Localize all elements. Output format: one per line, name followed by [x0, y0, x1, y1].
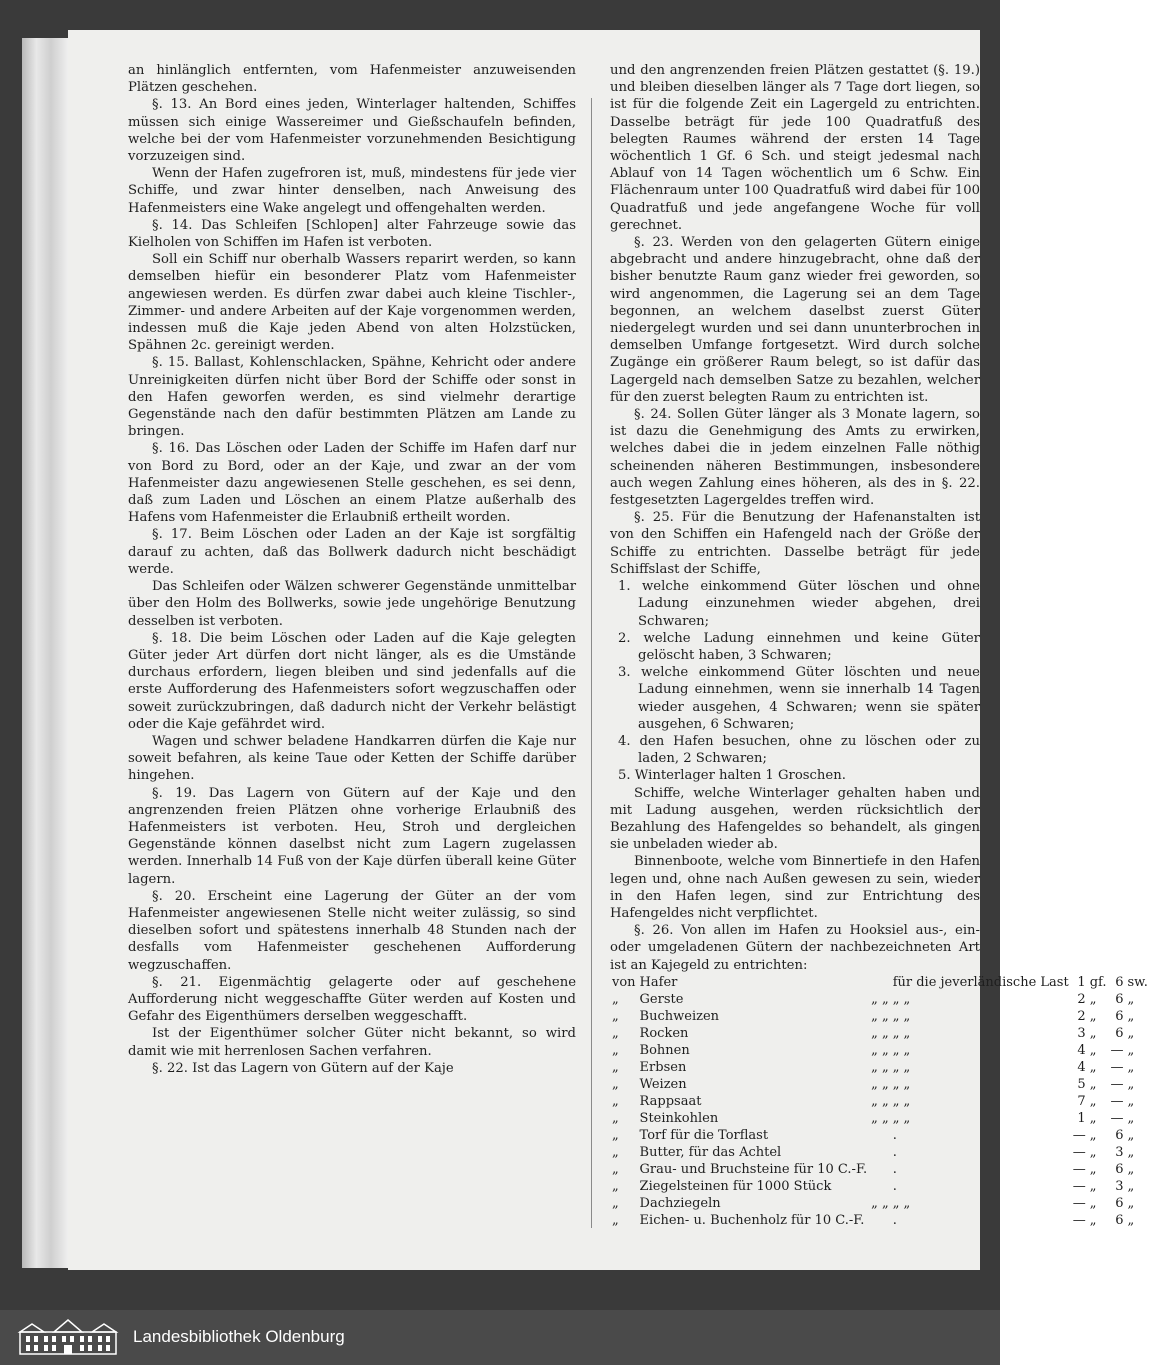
- table-row: [610, 1161, 1150, 1178]
- schwaren-value: —: [1110, 1059, 1124, 1075]
- row-prefix: „: [612, 1025, 619, 1041]
- table-row: [610, 1042, 1150, 1059]
- ditto-mark: [869, 974, 891, 991]
- groschen-value: —: [1072, 1212, 1086, 1228]
- row-prefix: von: [612, 974, 636, 990]
- quay-fee-table: [610, 974, 1150, 1229]
- ditto-mark: [869, 1127, 891, 1144]
- ditto-mark: „ „: [871, 991, 889, 1007]
- row-prefix: „: [612, 1195, 619, 1211]
- groschen-unit: gf.: [1089, 974, 1107, 990]
- unit: „ „: [892, 991, 911, 1007]
- paragraph-s14: §. 14. Das Schleifen [Schlopen] alter Fahrzeuge sowie das Kielholen von Schiffen im Hafen ist verboten.: [128, 217, 576, 251]
- goods-name: Buchweizen: [639, 1008, 720, 1024]
- table-row: [610, 1178, 1150, 1195]
- schwaren-unit: „: [1127, 1178, 1135, 1194]
- goods-name: Torf für die Torflast: [639, 1127, 769, 1143]
- goods-name: Rappsaat: [639, 1093, 702, 1109]
- table-row: [610, 1110, 1150, 1127]
- list-item: 5. Winterlager halten 1 Groschen.: [618, 768, 846, 784]
- groschen-unit: „: [1089, 1212, 1097, 1228]
- unit: „ „: [892, 1008, 911, 1024]
- ditto-mark: [869, 1212, 891, 1229]
- ditto-mark: „ „: [871, 1076, 889, 1092]
- row-prefix: „: [612, 1144, 619, 1160]
- list-item: 3. welche einkommend Güter löschten und neue Ladung einnehmen, wenn sie innerhalb 14 Tagen wieder ausgehen, 4 Schwaren; wenn sie später ausgehen, 6 Schwaren;: [618, 665, 980, 732]
- paragraph: Soll ein Schiff nur oberhalb Wassers reparirt werden, so kann demselben hiefür ein besonderer Platz vom Hafenmeister angewiesen werden. Es dürfen zwar dabei auch kleine Tischler-, Zimmer- und andere Arbeiten auf der Kaje vorgenommen werden, indessen muß die Kaje jeden Abend von alten Holzstücken, Spähnen 2c. gereinigt werden.: [128, 252, 576, 354]
- groschen-unit: „: [1089, 1144, 1097, 1160]
- paragraph: Das Schleifen oder Wälzen schwerer Gegenstände unmittelbar über den Holm des Bollwerks, sowie jede ungehörige Benutzung desselben ist verboten.: [128, 579, 576, 629]
- unit: „ „: [892, 1110, 911, 1126]
- groschen-unit: „: [1089, 991, 1097, 1007]
- schwaren-unit: „: [1127, 1076, 1135, 1092]
- unit: „ „: [892, 1093, 911, 1109]
- groschen-value: 4: [1077, 1059, 1086, 1075]
- library-name: Landesbibliothek Oldenburg: [133, 1327, 345, 1346]
- schwaren-unit: „: [1127, 1093, 1135, 1109]
- goods-name: Butter, für das Achtel: [639, 1144, 782, 1160]
- row-prefix: „: [612, 1042, 619, 1058]
- groschen-unit: „: [1089, 1076, 1097, 1092]
- ditto-mark: „ „: [871, 1093, 889, 1109]
- schwaren-value: 6: [1115, 1161, 1124, 1177]
- paragraph: Ist der Eigenthümer solcher Güter nicht bekannt, so wird damit wie mit herrenlosen Sachen verfahren.: [128, 1026, 576, 1059]
- row-prefix: „: [612, 1178, 619, 1194]
- groschen-unit: „: [1089, 1042, 1097, 1058]
- groschen-value: 4: [1077, 1042, 1086, 1058]
- row-prefix: „: [612, 1110, 619, 1126]
- table-row: [610, 991, 1150, 1008]
- schwaren-value: 3: [1115, 1144, 1124, 1160]
- row-prefix: „: [612, 1076, 619, 1092]
- table-row: [610, 1212, 1150, 1229]
- goods-name: Bohnen: [639, 1042, 690, 1058]
- ditto-mark: „ „: [871, 1195, 889, 1211]
- schwaren-unit: „: [1127, 1008, 1135, 1024]
- goods-name: Ziegelsteinen für 1000 Stück: [639, 1178, 832, 1194]
- goods-name: Erbsen: [639, 1059, 687, 1075]
- groschen-unit: „: [1089, 1178, 1097, 1194]
- harbour-fee-list: [610, 578, 980, 784]
- unit: „ „: [892, 1195, 911, 1211]
- paragraph-s24: §. 24. Sollen Güter länger als 3 Monate lagern, so ist dazu die Genehmigung des Amts zu erwirken, welches dabei die in jedem einzelnen Falle nöthig scheinenden näheren Bestimmungen, insbesondere auch wegen Zahlung eines höheren, als des in §. 22. festgesetzten Lagergeldes treffen wird.: [610, 407, 980, 509]
- schwaren-value: 6: [1115, 991, 1124, 1007]
- row-prefix: „: [612, 1212, 619, 1228]
- row-prefix: „: [612, 1008, 619, 1024]
- table-row: [610, 1127, 1150, 1144]
- paragraph-s18: §. 18. Die beim Löschen oder Laden auf die Kaje gelegten Güter jeder Art dürfen dort nicht länger, als es die Umstände durchaus erfordern, liegen bleiben und sind jedenfalls auf die erste Aufforderung des Hafenmeisters sofort wegzuschaffen oder soweit zurückzubringen, daß dadurch nicht der Verkehr belästigt oder die Kaje gefährdet wird.: [128, 630, 576, 732]
- unit: .: [892, 1127, 897, 1143]
- table-row: [610, 1076, 1150, 1093]
- right-column: [610, 62, 1148, 1229]
- ditto-mark: [869, 1178, 891, 1195]
- groschen-unit: „: [1089, 1110, 1097, 1126]
- paragraph-s19: §. 19. Das Lagern von Gütern auf der Kaje und den angrenzenden freien Plätzen ohne vorherige Erlaubniß des Hafenmeisters ist verboten. Heu, Stroh und dergleichen Gegenstände können daselbst nicht zum Lagern zugelassen werden. Innerhalb 14 Fuß von der Kaje dürfen überall keine Güter lagern.: [128, 785, 576, 887]
- groschen-unit: „: [1089, 1195, 1097, 1211]
- goods-name: Eichen- u. Buchenholz für 10 C.-F.: [639, 1212, 865, 1228]
- paragraph-s13: §. 13. An Bord eines jeden, Winterlager haltenden, Schiffes müssen sich einige Wassereimer und Gießschaufeln befinden, welche bei der vom Hafenmeister vorzunehmenden Besichtigung vorzuzeigen sind.: [128, 97, 576, 165]
- unit: „ „: [892, 1076, 911, 1092]
- ditto-mark: „ „: [871, 1008, 889, 1024]
- library-building-icon: [18, 1318, 118, 1356]
- goods-name: Steinkohlen: [639, 1110, 719, 1126]
- unit: „ „: [892, 1059, 911, 1075]
- book-page-edges: [22, 38, 70, 1268]
- paragraph-s22: §. 22. Ist das Lagern von Gütern auf der Kaje: [152, 1060, 454, 1076]
- schwaren-value: —: [1110, 1076, 1124, 1092]
- paragraph-s20: §. 20. Erscheint eine Lagerung der Güter an der vom Hafenmeister angewiesenen Stelle nicht weiter zulässig, so sind dieselben sofort und spätestens innerhalb 48 Stunden nach der desfalls vom Hafenmeister geschehenen Aufforderung wegzuschaffen.: [128, 888, 576, 973]
- row-prefix: „: [612, 1093, 619, 1109]
- schwaren-value: 6: [1115, 1008, 1124, 1024]
- groschen-value: 7: [1077, 1093, 1086, 1109]
- schwaren-value: 6: [1115, 974, 1124, 990]
- schwaren-unit: „: [1127, 1161, 1135, 1177]
- paragraph: Wenn der Hafen zugefroren ist, muß, mindestens für jede vier Schiffe, und zwar hinter denselben, nach Anweisung des Hafenmeisters eine Wake angelegt und offengehalten werden.: [128, 166, 576, 216]
- table-row: [610, 1093, 1150, 1110]
- library-footer: [0, 1310, 1000, 1365]
- schwaren-unit: „: [1127, 1212, 1135, 1228]
- table-row: [610, 974, 1150, 991]
- schwaren-value: 6: [1115, 1195, 1124, 1211]
- unit: .: [892, 1161, 897, 1177]
- unit: „ „: [892, 1042, 911, 1058]
- table-row: [610, 1025, 1150, 1042]
- unit: .: [892, 1144, 897, 1160]
- ditto-mark: „ „: [871, 1110, 889, 1126]
- goods-name: Dachziegeln: [639, 1195, 721, 1211]
- table-row: [610, 1144, 1150, 1161]
- paragraph: Schiffe, welche Winterlager gehalten haben und mit Ladung ausgehen, werden rücksichtlich der Bezahlung des Hafengeldes so behandelt, als gingen sie unbeladen wieder ab.: [610, 785, 980, 853]
- groschen-value: —: [1072, 1127, 1086, 1143]
- schwaren-unit: „: [1127, 1144, 1135, 1160]
- left-column: [128, 62, 576, 1077]
- schwaren-value: 3: [1115, 1178, 1124, 1194]
- table-row: [610, 1059, 1150, 1076]
- row-prefix: „: [612, 1161, 619, 1177]
- unit: .: [892, 1212, 897, 1228]
- groschen-value: —: [1072, 1144, 1086, 1160]
- paragraph: Binnenboote, welche vom Binnertiefe in den Hafen legen und, ohne nach Außen gewesen zu sein, wieder in den Hafen legen, sind zur Entrichtung des Hafengeldes nicht verpflichtet.: [610, 854, 980, 921]
- schwaren-value: 6: [1115, 1127, 1124, 1143]
- schwaren-unit: „: [1127, 1127, 1135, 1143]
- groschen-value: 5: [1077, 1076, 1086, 1092]
- groschen-value: —: [1072, 1178, 1086, 1194]
- goods-name: Gerste: [639, 991, 684, 1007]
- schwaren-unit: „: [1127, 1059, 1135, 1075]
- groschen-unit: „: [1089, 1059, 1097, 1075]
- paragraph: und den angrenzenden freien Plätzen gestattet (§. 19.) und bleiben dieselben länger als 7 Tage dort liegen, so ist für die folgende Zeit ein Lagergeld zu entrichten. Dasselbe beträgt für jede 100 Quadratfuß des belegten Raumes während der ersten 14 Tage wöchentlich 1 Gf. 6 Sch. und steigt jedesmal nach Ablauf von 14 Tagen wöchentlich um 6 Schw. Ein Flächenraum unter 100 Quadratfuß wird dabei für 100 Quadratfuß und jede angefangene Woche für voll gerechnet.: [610, 63, 980, 233]
- groschen-value: 2: [1077, 1008, 1086, 1024]
- groschen-value: 1: [1077, 974, 1086, 990]
- column-divider: [591, 98, 592, 1228]
- unit: .: [892, 1178, 897, 1194]
- paragraph: an hinlänglich entfernten, vom Hafenmeister anzuweisenden Plätzen geschehen.: [128, 63, 576, 96]
- schwaren-value: 6: [1115, 1025, 1124, 1041]
- schwaren-unit: „: [1127, 1025, 1135, 1041]
- groschen-unit: „: [1089, 1127, 1097, 1143]
- row-prefix: „: [612, 991, 619, 1007]
- paragraph-s23: §. 23. Werden von den gelagerten Gütern einige abgebracht und andere hinzugebracht, ohne daß der bisher benutzte Raum ganz wieder frei geworden, so wird angenommen, die Lagerung sei an dem Tage begonnen, an welchem daselbst zuerst Güter niedergelegt wurden und sei dann ununterbrochen in demselben Umfange fortgesetzt. Wird durch solche Zugänge ein größerer Raum belegt, so ist dafür das Lagergeld nach demselben Satze zu bezahlen, welcher für den zuerst belegten Raum zu entrichten ist.: [610, 235, 980, 405]
- goods-name: Rocken: [639, 1025, 689, 1041]
- unit: „ „: [892, 1025, 911, 1041]
- list-item: 2. welche Ladung einnehmen und keine Güter gelöscht haben, 3 Schwaren;: [618, 630, 980, 663]
- paragraph-s25: §. 25. Für die Benutzung der Hafenanstalten ist von den Schiffen ein Hafengeld nach der Größe der Schiffe zu entrichten. Dasselbe beträgt für jede Schiffslast der Schiffe,: [610, 510, 980, 577]
- groschen-unit: „: [1089, 1025, 1097, 1041]
- groschen-unit: „: [1089, 1008, 1097, 1024]
- table-row: [610, 1195, 1150, 1212]
- schwaren-value: 6: [1115, 1212, 1124, 1228]
- schwaren-unit: sw.: [1127, 974, 1148, 990]
- groschen-unit: „: [1089, 1161, 1097, 1177]
- schwaren-unit: „: [1127, 991, 1135, 1007]
- schwaren-unit: „: [1127, 1042, 1135, 1058]
- ditto-mark: [869, 1144, 891, 1161]
- groschen-value: 2: [1077, 991, 1086, 1007]
- ditto-mark: „ „: [871, 1059, 889, 1075]
- groschen-value: —: [1072, 1161, 1086, 1177]
- table-row: [610, 1008, 1150, 1025]
- schwaren-value: —: [1110, 1093, 1124, 1109]
- paragraph-s16: §. 16. Das Löschen oder Laden der Schiffe im Hafen darf nur von Bord zu Bord, oder an der Kaje, und zwar an der vom Hafenmeister dazu angewiesenen Stelle geschehen, es sei denn, daß zum Laden und Löschen an einem Platze außerhalb des Hafens vom Hafenmeister die Erlaubniß ertheilt worden.: [128, 441, 576, 526]
- list-item: 1. welche einkommend Güter löschen und ohne Ladung einzunehmen wieder abgehen, drei Schwaren;: [618, 579, 980, 629]
- paragraph-s26: §. 26. Von allen im Hafen zu Hooksiel aus-, ein- oder umgeladenen Gütern der nachbezeichneten Art ist an Kajegeld zu entrichten:: [610, 923, 980, 973]
- schwaren-value: —: [1110, 1110, 1124, 1126]
- paragraph-s17: §. 17. Beim Löschen oder Laden an der Kaje ist sorgfältig darauf zu achten, daß das Bollwerk dadurch nicht beschädigt werde.: [128, 527, 576, 577]
- goods-name: Weizen: [639, 1076, 687, 1092]
- paragraph-s15: §. 15. Ballast, Kohlenschlacken, Spähne, Kehricht oder andere Unreinigkeiten dürfen nicht über Bord der Schiffe oder sonst in den Hafen geworfen werden, es sind vielmehr derartige Gegenstände nach den dafür bestimmten Plätzen am Lande zu bringen.: [128, 355, 576, 440]
- schwaren-unit: „: [1127, 1195, 1135, 1211]
- groschen-value: —: [1072, 1195, 1086, 1211]
- list-item: 4. den Hafen besuchen, ohne zu löschen oder zu laden, 2 Schwaren;: [618, 733, 980, 767]
- schwaren-value: —: [1110, 1042, 1124, 1058]
- schwaren-unit: „: [1127, 1110, 1135, 1126]
- row-prefix: „: [612, 1059, 619, 1075]
- paragraph: Wagen und schwer beladene Handkarren dürfen die Kaje nur soweit befahren, als keine Taue oder Ketten der Schiffe darüber hingehen.: [128, 733, 576, 784]
- ditto-mark: „ „: [871, 1025, 889, 1041]
- groschen-value: 3: [1077, 1025, 1086, 1041]
- ditto-mark: [869, 1161, 891, 1178]
- unit: für die jeverländische Last: [892, 974, 1069, 990]
- groschen-value: 1: [1077, 1110, 1086, 1126]
- groschen-unit: „: [1089, 1093, 1097, 1109]
- paragraph-s21: §. 21. Eigenmächtig gelagerte oder auf geschehene Aufforderung nicht weggeschaffte Güter werden auf Kosten und Gefahr des Eigenthümers derselben weggeschafft.: [128, 974, 576, 1025]
- goods-name: Grau- und Bruchsteine für 10 C.-F.: [639, 1161, 868, 1177]
- goods-name: Hafer: [639, 974, 678, 990]
- row-prefix: „: [612, 1127, 619, 1143]
- ditto-mark: „ „: [871, 1042, 889, 1058]
